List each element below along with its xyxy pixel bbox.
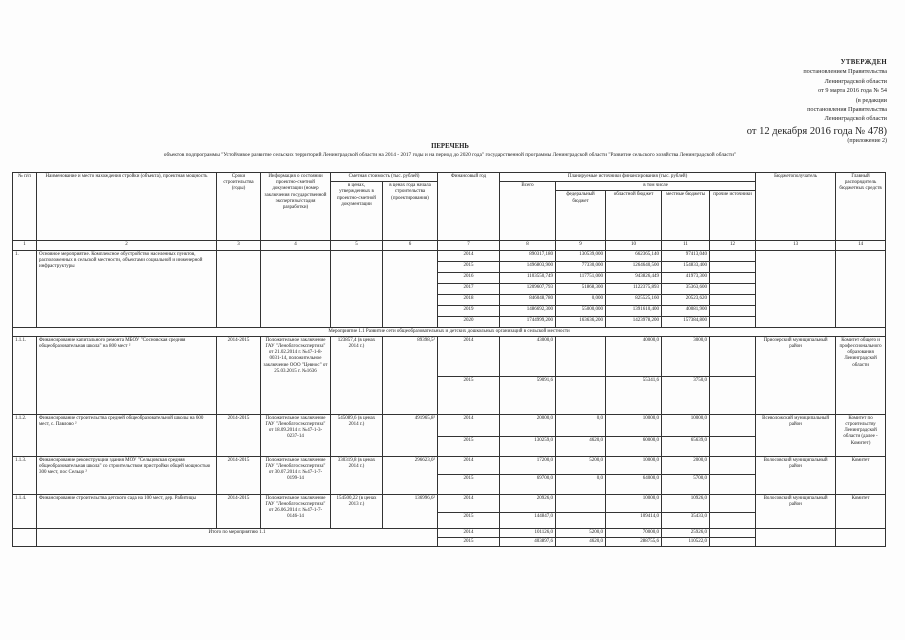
- fin-total: 890317,180: [500, 250, 556, 261]
- fin-regional: 1391610,400: [606, 305, 662, 316]
- fin-local: 40081,900: [662, 305, 710, 316]
- fin-other: [710, 305, 756, 316]
- fin-other: [710, 316, 756, 327]
- column-number: 8: [500, 241, 556, 250]
- object-name: Финансирование строительства детского сада на 100 мест, дер. Рабитицы: [37, 494, 217, 528]
- column-number: 6: [383, 241, 438, 250]
- approval-heading: УТВЕРЖДЕН: [840, 59, 887, 66]
- totals-num: [13, 528, 37, 546]
- fin-local: 5700,0: [662, 474, 710, 494]
- fin-total: 101126,0: [500, 528, 556, 537]
- approval-stamp: [687, 58, 887, 145]
- fin-federal: [556, 494, 606, 512]
- approval-line: (в редакции: [855, 96, 887, 104]
- approval-line: Ленинградской области: [824, 115, 887, 123]
- fin-federal: [556, 376, 606, 414]
- fin-other: [710, 376, 756, 414]
- fin-regional: 825525,160: [606, 294, 662, 305]
- object-recipient: Волосовский муниципальный район: [756, 456, 836, 494]
- event-manager: [836, 250, 886, 327]
- fin-federal: 4620,0: [556, 538, 606, 547]
- header-fed: федеральный бюджет: [556, 191, 606, 241]
- fin-year: 2019: [438, 305, 500, 316]
- fin-federal: 4620,0: [556, 436, 606, 456]
- fin-other: [710, 512, 756, 528]
- object-name: Финансирование реконструкции здания МОУ "Сельцовская средняя общеобразовательная школа" со строительством пристройки общей мощностью 300 мест, пос Сельцо ²: [37, 456, 217, 494]
- fin-federal: 130539,000: [556, 250, 606, 261]
- fin-local: 3750,0: [662, 376, 710, 414]
- fin-federal: 5200,0: [556, 528, 606, 537]
- header-info: Информация о состоянии проектно-сметной документации (номер заключения государственной экспертизы/стадия разработки): [261, 173, 331, 241]
- fin-year: 2014: [438, 414, 500, 436]
- totals-recipient: [756, 528, 836, 546]
- object-num: 1.1.3.: [13, 456, 37, 494]
- object-recipient: Всеволожский муниципальный район: [756, 414, 836, 456]
- event-terms: [217, 250, 261, 327]
- header-name: Наименование и место нахождения стройки (объекта), проектная мощность: [37, 173, 217, 241]
- fin-year: 2014: [438, 250, 500, 261]
- header-total: Всего: [500, 182, 556, 241]
- object-num: 1.1.1.: [13, 336, 37, 414]
- approval-line: постановлением Правительства: [803, 68, 887, 76]
- fin-other: [710, 538, 756, 547]
- event-cost-a: [331, 250, 383, 327]
- column-number: 13: [756, 241, 836, 250]
- event-cost-b: [383, 250, 438, 327]
- header-loc: местные бюджеты: [662, 191, 710, 241]
- object-name: Финансирование строительства средней общеобразовательной школы на 600 мест, с. Павлово ²: [37, 414, 217, 456]
- column-number: 3: [217, 241, 261, 250]
- object-cost-a: 545089,6 (в ценах 2014 г.): [331, 414, 383, 456]
- fin-regional: 1264640,500: [606, 261, 662, 272]
- fin-federal: 77330,000: [556, 261, 606, 272]
- fin-total: 20000,0: [500, 414, 556, 436]
- approval-date: от 12 декабря 2016 года № 478): [746, 125, 887, 137]
- fin-other: [710, 456, 756, 474]
- object-info: Положительное заключение ГАУ "Леноблгосэкспертиза" от 26.06.2014 г. №47-1-7-0146-14: [261, 494, 331, 528]
- fin-federal: [556, 336, 606, 376]
- approval-line: от 9 марта 2016 года № 54: [818, 87, 887, 95]
- fin-other: [710, 294, 756, 305]
- fin-federal: 0,000: [556, 294, 606, 305]
- fin-year: 2015: [438, 512, 500, 528]
- object-cost-b: 89398,5²: [383, 336, 438, 414]
- fin-federal: [556, 512, 606, 528]
- object-info: Положительное заключение ГАУ "Леноблгосэкспертиза" от 21.02.2014 г. №47-1-8-0031-14, положительное заключение ООО "Цевнос" от 25.03.2015 г. №1636: [261, 336, 331, 414]
- fin-total: 17200,0: [500, 456, 556, 474]
- fin-other: [710, 261, 756, 272]
- object-info: Положительное заключение ГАУ "Леноблгосэкспертиза" от 18.09.2014 г. №47-1-3-0237-14: [261, 414, 331, 456]
- column-number: 1: [13, 241, 37, 250]
- header-plan: Планируемые источники финансирования (тыс. рублей): [500, 173, 756, 182]
- column-number: 12: [710, 241, 756, 250]
- table-row: [13, 250, 886, 261]
- event-info: [261, 250, 331, 327]
- fin-total: 1496803,900: [500, 261, 556, 272]
- fin-federal: 0,0: [556, 414, 606, 436]
- header-cost-a: в ценах, утвержденных в проектно-сметной документации: [331, 182, 383, 241]
- fin-federal: 55000,000: [556, 305, 606, 316]
- table-row: [13, 494, 886, 512]
- fin-other: [710, 494, 756, 512]
- approval-line: постановления Правительства: [807, 106, 887, 114]
- approval-appendix: (приложение 2): [847, 137, 887, 144]
- column-number: 5: [331, 241, 383, 250]
- fin-other: [710, 336, 756, 376]
- fin-year: 2018: [438, 294, 500, 305]
- event-recipient: [756, 250, 836, 327]
- fin-local: 110522,0: [662, 538, 710, 547]
- header-terms: Сроки строительства (годы): [217, 173, 261, 241]
- document-subtitle: объектов подпрограммы "Устойчивое развитие сельских территорий Ленинградской области на 2014 - 2017 годы и на период до 2020 года" государственной программы Ленинградской области "Развитие сельского хозяйства Ленинградской области": [163, 152, 737, 158]
- fin-federal: 51868,300: [556, 283, 606, 294]
- object-cost-a: 330319,8 (в ценах 2014 г.): [331, 456, 383, 494]
- column-number: 11: [662, 241, 710, 250]
- fin-regional: 10000,0: [606, 456, 662, 474]
- fin-year: 2015: [438, 538, 500, 547]
- object-terms: 2014-2015: [217, 336, 261, 414]
- object-terms: 2014-2015: [217, 494, 261, 528]
- fin-local: 2000,0: [662, 456, 710, 474]
- fin-federal: 0,0: [556, 474, 606, 494]
- fin-regional: 109414,0: [606, 512, 662, 528]
- fin-other: [710, 474, 756, 494]
- object-manager: Комитет: [836, 494, 886, 528]
- header-year: Финансовый год: [438, 173, 500, 241]
- header-reg: областной бюджет: [606, 191, 662, 241]
- fin-other: [710, 250, 756, 261]
- fin-year: 2014: [438, 456, 500, 474]
- fin-year: 2014: [438, 336, 500, 376]
- fin-other: [710, 272, 756, 283]
- fin-local: 20523,620: [662, 294, 710, 305]
- column-number: 4: [261, 241, 331, 250]
- object-num: 1.1.2.: [13, 414, 37, 456]
- fin-total: 1744999,200: [500, 316, 556, 327]
- fin-local: 35433,0: [662, 512, 710, 528]
- fin-local: 35363,600: [662, 283, 710, 294]
- fin-total: 1103550,749: [500, 272, 556, 283]
- fin-local: 65639,0: [662, 436, 710, 456]
- fin-total: 846048,780: [500, 294, 556, 305]
- fin-federal: 5200,0: [556, 456, 606, 474]
- fin-other: [710, 414, 756, 436]
- fin-year: 2014: [438, 528, 500, 537]
- fin-local: 41973,300: [662, 272, 710, 283]
- column-number: 2: [37, 241, 217, 250]
- object-info: Положительное заключение ГАУ "Леноблгосэкспертиза" от 30.07.2014 г. №47-1-7-0199-14: [261, 456, 331, 494]
- column-number: 14: [836, 241, 886, 250]
- header-recipient: Бюджетополучатель: [756, 173, 836, 241]
- header-manager: Главный распорядитель бюджетных средств: [836, 173, 886, 241]
- fin-regional: 10000,0: [606, 414, 662, 436]
- fin-year: 2014: [438, 494, 500, 512]
- object-terms: 2014-2015: [217, 414, 261, 456]
- object-name: Финансирование капитального ремонта МБОУ "Сосновская средняя общеобразовательная школа" на 800 мест ²: [37, 336, 217, 414]
- fin-total: 69700,0: [500, 474, 556, 494]
- fin-local: 154833,400: [662, 261, 710, 272]
- object-cost-b: 136996,6²: [383, 494, 438, 528]
- object-recipient: Волосовский муниципальный район: [756, 494, 836, 528]
- object-cost-b: 491965,8²: [383, 414, 438, 456]
- fin-total: 20926,0: [500, 494, 556, 512]
- table-row: [13, 414, 886, 436]
- fin-total: 59091,6: [500, 376, 556, 414]
- fin-year: 2017: [438, 283, 500, 294]
- fin-year: 2015: [438, 436, 500, 456]
- fin-total: 144847,0: [500, 512, 556, 528]
- header-num: № п/п: [13, 173, 37, 241]
- column-numbers-row: [13, 241, 886, 250]
- fin-local: 3000,0: [662, 336, 710, 376]
- header-oth: прочие источники: [710, 191, 756, 241]
- fin-other: [710, 283, 756, 294]
- fin-total: 43000,0: [500, 336, 556, 376]
- fin-total: 130259,0: [500, 436, 556, 456]
- header-incl: в том числе: [556, 182, 756, 191]
- header-row: [13, 173, 886, 182]
- object-cost-a: 123857,4 (в ценах 2014 г.): [331, 336, 383, 414]
- object-terms: 2014-2015: [217, 456, 261, 494]
- object-manager: Комитет по строительству Ленинградской области (далее - Комитет): [836, 414, 886, 456]
- fin-regional: 943826,449: [606, 272, 662, 283]
- fin-local: 157384,800: [662, 316, 710, 327]
- fin-local: 10926,0: [662, 494, 710, 512]
- event-num: 1.: [13, 250, 37, 327]
- fin-year: 2015: [438, 376, 500, 414]
- document-title: ПЕРЕЧЕНЬ: [431, 143, 469, 150]
- fin-local: 25926,0: [662, 528, 710, 537]
- fin-year: 2020: [438, 316, 500, 327]
- fin-regional: 1122375,893: [606, 283, 662, 294]
- fin-regional: 40000,0: [606, 336, 662, 376]
- totals-manager: [836, 528, 886, 546]
- fin-federal: 117751,000: [556, 272, 606, 283]
- objects-table: [12, 172, 886, 547]
- object-cost-b: 296623,0²: [383, 456, 438, 494]
- fin-total: 1209607,793: [500, 283, 556, 294]
- fin-total: 1486692,300: [500, 305, 556, 316]
- column-number: 7: [438, 241, 500, 250]
- sub-event-title: Мероприятие 1.1 Развитие сети общеобразовательных и детских дошкольных организаций в сельской местности: [13, 327, 886, 336]
- object-num: 1.1.4.: [13, 494, 37, 528]
- fin-other: [710, 528, 756, 537]
- table-row: [13, 327, 886, 336]
- header-cost: Сметная стоимость (тыс. рублей): [331, 173, 438, 182]
- fin-year: 2016: [438, 272, 500, 283]
- header-cost-b: в ценах года начала строительства (проектирования): [383, 182, 438, 241]
- fin-federal: 163636,200: [556, 316, 606, 327]
- fin-other: [710, 436, 756, 456]
- fin-year: 2015: [438, 474, 500, 494]
- object-cost-a: 154500,22 (в ценах 2013 г.): [331, 494, 383, 528]
- fin-total: 403897,6: [500, 538, 556, 547]
- table-row: [13, 336, 886, 376]
- fin-regional: 55341,6: [606, 376, 662, 414]
- column-number: 10: [606, 241, 662, 250]
- object-manager: Комитет: [836, 456, 886, 494]
- table-row: [13, 456, 886, 474]
- totals-row: [13, 528, 886, 537]
- fin-regional: 10000,0: [606, 494, 662, 512]
- fin-regional: 662365,140: [606, 250, 662, 261]
- event-name: Основное мероприятие. Комплексное обустройство населенных пунктов, расположенных в сельской местности, объектами социальной и инженерной инфраструктуры: [37, 250, 217, 327]
- fin-regional: 70000,0: [606, 528, 662, 537]
- approval-line: Ленинградской области: [824, 77, 887, 85]
- fin-local: 97413,040: [662, 250, 710, 261]
- fin-regional: 1423978,200: [606, 316, 662, 327]
- fin-local: 10000,0: [662, 414, 710, 436]
- object-manager: Комитет общего и профессионального образования Ленинградской области: [836, 336, 886, 414]
- object-recipient: Приозерский муниципальный район: [756, 336, 836, 414]
- fin-regional: 64000,0: [606, 474, 662, 494]
- totals-label: Итого по мероприятию 1.1: [37, 528, 438, 546]
- column-number: 9: [556, 241, 606, 250]
- fin-regional: 60000,0: [606, 436, 662, 456]
- fin-year: 2015: [438, 261, 500, 272]
- fin-regional: 288755,6: [606, 538, 662, 547]
